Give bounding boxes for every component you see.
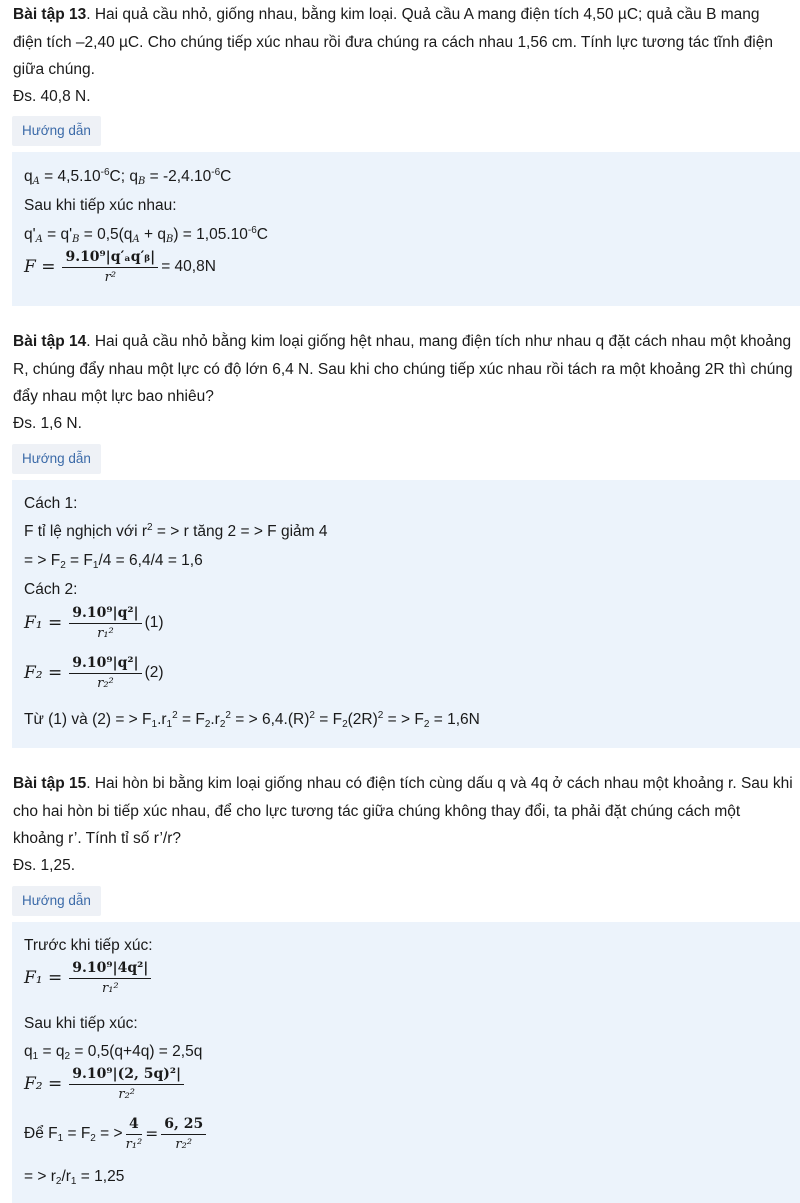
exercise-15-text: . Hai hòn bi bằng kim loại giống nhau có điện tích cùng dấu q và 4q ở cách nhau một khoảng r. Sau khi cho hai hòn bi tiếp xúc nhau, để cho lực tương tác giữa chúng không thay đổi, ta phải đặt chúng cách một khoảng r’. Tính tỉ số r’/r? xyxy=(13,775,793,847)
exercise-13-text: . Hai quả cầu nhỏ, giống nhau, bằng kim loại. Quả cầu A mang điện tích 4,50 µC; quả cầu B mang điện tích –2,40 µC. Cho chúng tiếp xúc nhau rồi đưa chúng ra cách nhau 1,56 cm. Tính lực tương tác tĩnh điện giữa chúng. xyxy=(13,6,773,78)
exercise-13-force-formula: F = $\frac{\text{9.10⁹|q′ₐq′ᵦ|}}{\text{r²}}$ = 40,8N xyxy=(24,249,216,285)
exercise-13-guide-button[interactable]: Hướng dẫn xyxy=(12,116,101,146)
exercise-13-statement xyxy=(13,1,793,84)
exercise-15-title: Bài tập 15 xyxy=(13,775,87,792)
exercise-15-ratio-line: = > $r_2/r_1 = 1,25$ xyxy=(24,1168,125,1187)
exercise-14-inverse-square-line: F tỉ lệ nghịch với $r^2$ = > r tăng 2 = > F giảm 4 xyxy=(24,522,328,540)
exercise-14-result-1-line: = > $F_2 = F_1/4 = 6,4/4 = 1,6$ xyxy=(24,552,203,571)
exercise-13-answer: Đs. 40,8 N. xyxy=(13,88,91,105)
exercise-14-guide-button[interactable]: Hướng dẫn xyxy=(12,444,101,474)
exercise-14-text: . Hai quả cầu nhỏ bằng kim loại giống hệt nhau, mang điện tích như nhau q đặt cách nhau một khoảng R, chúng đẩy nhau một lực có độ lớn 6,4 N. Sau khi cho chúng tiếp xúc nhau rồi tách ra một khoảng 2R thì chúng đẩy nhau một lực bao nhiêu? xyxy=(13,333,793,405)
exercise-13-title: Bài tập 13 xyxy=(13,6,87,23)
exercise-14-formula-1: F₁ = $\frac{\text{9.10⁹|q²|}}{\text{r₁²}}$ (1) xyxy=(24,605,164,641)
exercise-15-equality-line: Để $F_1 = F_2$ = > $\frac{4}{\text{r₁²}}$ = $\frac{6, 25}{\text{r₂²}}$ xyxy=(24,1116,209,1152)
exercise-13-after-contact-label: Sau khi tiếp xúc nhau: xyxy=(24,197,177,214)
exercise-14-formula-2: F₂ = $\frac{\text{9.10⁹|q²|}}{\text{r₂²}}$ (2) xyxy=(24,655,164,691)
exercise-14-method-2-label: Cách 2: xyxy=(24,581,78,598)
exercise-14-conclusion-line: Từ (1) và (2) = > $F_1.r_1^2 = F_2.r_2^2$ = > $6,4.(R)^2 = F_2(2R)^2$ = > $F_2 = 1,6N$ xyxy=(24,710,480,730)
exercise-15-formula-1: F₁ = $\frac{\text{9.10⁹|4q²|}}{\text{r₁²}}$ xyxy=(24,960,154,996)
exercise-15-after-contact-label: Sau khi tiếp xúc: xyxy=(24,1015,138,1032)
exercise-15-charges-line: $q_1 = q_2 = 0,5(q+4q) = 2,5q$ xyxy=(24,1043,203,1062)
exercise-15-statement xyxy=(13,770,793,853)
exercise-15-formula-2: F₂ = $\frac{\text{9.10⁹|(2, 5q)²|}}{\text{r₂²}}$ xyxy=(24,1066,187,1102)
exercise-13-charges-line: $q_A = 4,5.10^{-6}C$; $q_B = -2,4.10^{-6}C$ xyxy=(24,167,232,187)
exercise-14-title: Bài tập 14 xyxy=(13,333,87,350)
exercise-14-method-1-label: Cách 1: xyxy=(24,495,78,512)
exercise-13-new-charges-line: $q'_A = q'_B = 0,5(q_A + q_B) = 1,05.10^{-6}C$ xyxy=(24,225,268,245)
exercise-15-answer: Đs. 1,25. xyxy=(13,857,76,874)
exercise-15-before-contact-label: Trước khi tiếp xúc: xyxy=(24,937,153,954)
exercise-14-answer: Đs. 1,6 N. xyxy=(13,415,82,432)
exercise-14-statement xyxy=(13,328,793,411)
exercise-15-guide-button[interactable]: Hướng dẫn xyxy=(12,886,101,916)
